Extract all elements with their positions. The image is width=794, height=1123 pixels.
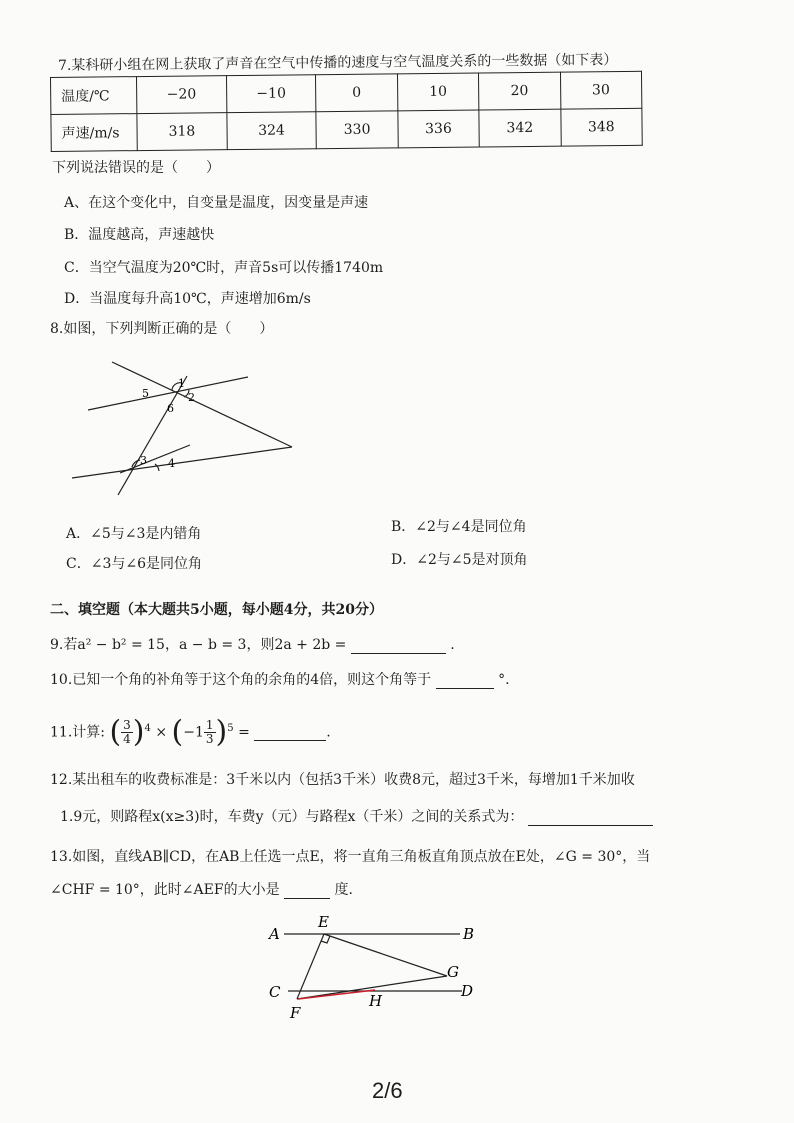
segment-eg xyxy=(324,934,447,976)
q12-line2 xyxy=(60,806,653,826)
angle-label-4: 4 xyxy=(168,457,175,470)
line-transversal xyxy=(118,376,187,495)
table-cell: 330 xyxy=(316,111,398,149)
q9-answer-blank[interactable] xyxy=(351,637,446,654)
q8-stem: 8.如图，下列判断正确的是（ ） xyxy=(50,321,274,337)
q11 xyxy=(50,706,331,756)
q13-answer-blank[interactable] xyxy=(284,882,330,899)
table-cell: 336 xyxy=(398,110,480,148)
q7-stem: 7.某科研小组在网上获取了声音在空气中传播的速度与空气温度关系的一些数据（如下表） xyxy=(57,52,618,74)
table-cell: 324 xyxy=(227,112,317,150)
q11-prefix: 11.计算: xyxy=(50,724,105,741)
table-cell: 348 xyxy=(560,108,642,146)
q13-figure xyxy=(262,910,492,1025)
angle-label-1: 1 xyxy=(178,377,185,390)
q7-option-a: A、在这个变化中，自变量是温度，因变量是声速 xyxy=(64,195,369,211)
point-label-e: E xyxy=(318,913,329,931)
q10-tail: °. xyxy=(498,672,510,688)
q8-figure xyxy=(60,350,310,500)
paren: ) xyxy=(215,714,228,750)
page-number: 2/6 xyxy=(372,1078,403,1103)
q8-option-d: D．∠2与∠5是对顶角 xyxy=(391,552,528,568)
table-cell: 318 xyxy=(137,113,227,151)
q13-line2-pre: ∠CHF = 10°，此时∠AEF的大小是 xyxy=(50,882,280,898)
q12-line2-text: 1.9元，则路程x(x≥3)时，车费y（元）与路程x（千米）之间的关系式为： xyxy=(60,809,524,825)
table-cell: 20 xyxy=(479,72,561,110)
table-cell: 10 xyxy=(397,73,479,111)
point-label-b: B xyxy=(463,925,475,943)
exponent: 5 xyxy=(227,723,234,734)
q8-option-c: C．∠3与∠6是同位角 xyxy=(66,556,202,572)
exponent: 4 xyxy=(144,723,151,734)
paren: ( xyxy=(171,714,184,750)
q7-option-b: B．温度越高，声速越快 xyxy=(64,227,215,243)
point-label-c: C xyxy=(269,983,281,1001)
q12-line1: 12.某出租车的收费标准是：3千米以内（包括3千米）收费8元，超过3千米，每增加1千米加收 xyxy=(50,772,635,788)
q9-text: 9.若a² − b² = 15，a − b = 3，则2a + 2b = xyxy=(50,637,347,653)
q10-text: 10.已知一个角的补角等于这个角的余角的4倍，则这个角等于 xyxy=(50,672,432,688)
angle-label-2: 2 xyxy=(188,391,195,404)
times-sign: × xyxy=(155,724,168,741)
angle-arc xyxy=(155,464,159,471)
q7-option-d: D．当温度每升高10℃，声速增加6m/s xyxy=(64,291,311,307)
angle-label-3: 3 xyxy=(140,454,147,467)
q7-option-c: C．当空气温度为20℃时，声音5s可以传播1740m xyxy=(64,260,384,276)
fraction xyxy=(121,719,133,746)
q12-answer-blank[interactable] xyxy=(528,809,653,826)
q9 xyxy=(50,634,455,654)
line-lower xyxy=(72,447,292,478)
q7-prompt: 下列说法错误的是（ ） xyxy=(52,160,220,176)
table-cell: 0 xyxy=(316,74,398,112)
q10-answer-blank[interactable] xyxy=(436,672,494,689)
q13-line2 xyxy=(50,879,353,899)
line-short xyxy=(120,445,190,473)
angle-label-6: 6 xyxy=(167,402,174,415)
table-row-label: 声速/m/s xyxy=(51,114,137,152)
q13-line2-post: 度. xyxy=(334,882,353,898)
q10 xyxy=(50,669,510,689)
point-label-a: A xyxy=(269,925,280,943)
fraction-denominator: 3 xyxy=(205,732,214,747)
table-cell: 342 xyxy=(479,109,561,147)
paren: ) xyxy=(132,714,145,750)
point-label-d: D xyxy=(461,982,474,1000)
angle-label-5: 5 xyxy=(142,387,149,400)
table-row xyxy=(51,71,642,114)
point-label-h: H xyxy=(369,992,383,1010)
table-row xyxy=(51,108,642,151)
equals-sign: = xyxy=(238,724,250,741)
fraction-denominator: 4 xyxy=(123,732,131,747)
point-label-g: G xyxy=(447,963,459,981)
table-row-label: 温度/℃ xyxy=(51,77,137,115)
q7-data-table xyxy=(50,71,643,152)
fraction-numerator: 3 xyxy=(123,718,131,733)
q13-line1: 13.如图，直线AB∥CD，在AB上任选一点E，将一直角三角板直角顶点放在E处，∠G = 30°，当 xyxy=(50,849,651,865)
fraction xyxy=(204,719,216,746)
fraction-numerator: 1 xyxy=(205,718,214,733)
q8-option-a: A．∠5与∠3是内错角 xyxy=(66,526,202,542)
table-cell: −10 xyxy=(226,75,316,113)
segment-ef xyxy=(297,934,324,999)
section-heading: 二、填空题（本大题共5小题，每小题4分，共20分） xyxy=(50,602,383,618)
q11-answer-blank[interactable] xyxy=(254,726,326,741)
paren: ( xyxy=(109,714,122,750)
q8-option-b: B．∠2与∠4是同位角 xyxy=(391,519,527,535)
point-label-f: F xyxy=(290,1004,301,1022)
q9-tail: . xyxy=(450,637,455,653)
line-diagonal xyxy=(112,362,292,447)
minus-one: −1 xyxy=(183,724,204,741)
table-cell: 30 xyxy=(560,71,642,109)
q11-tail: . xyxy=(326,724,331,741)
table-cell: −20 xyxy=(137,76,227,114)
